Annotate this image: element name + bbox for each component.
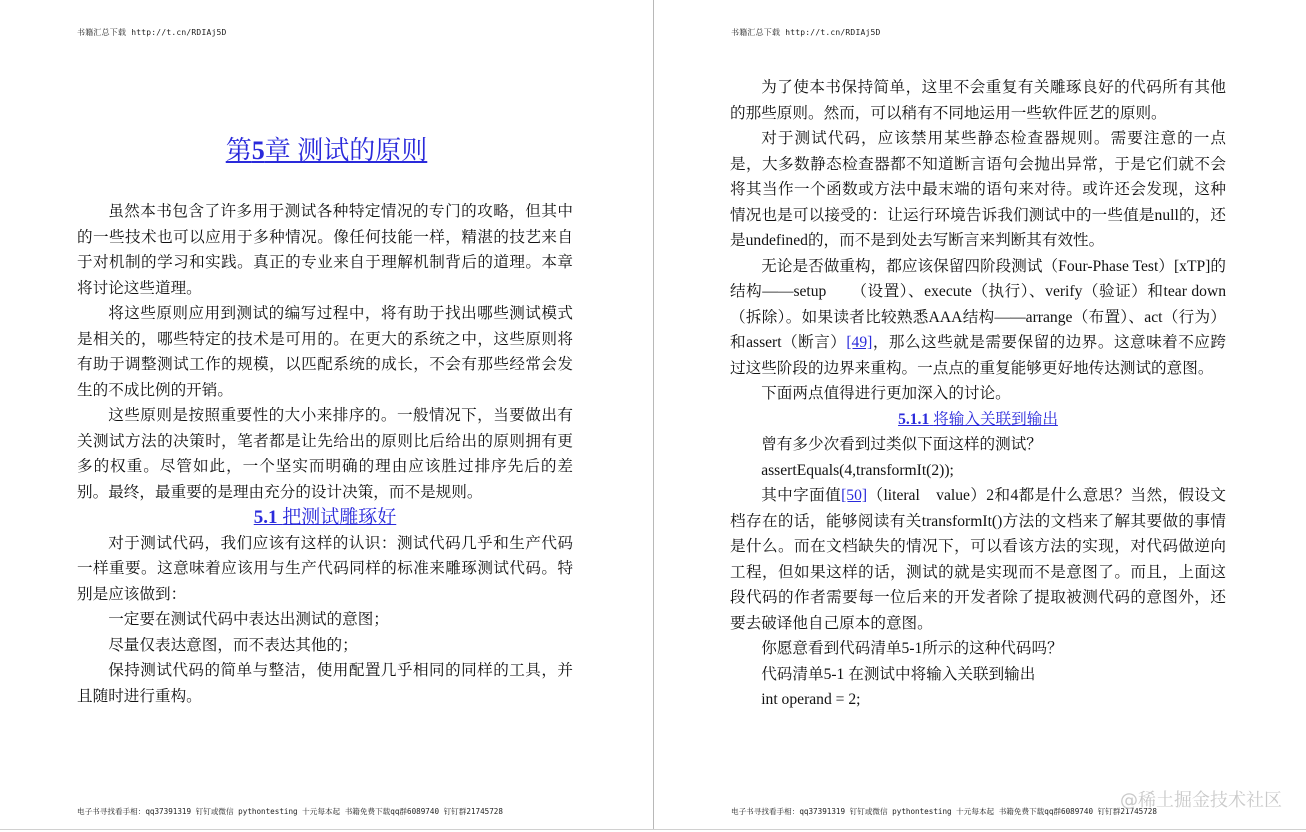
- code-line: int operand = 2;: [761, 691, 861, 708]
- list-item: 尽量仅表达意图，而不表达其他的；: [108, 636, 358, 654]
- subsection-number: 5.1.1: [898, 410, 930, 428]
- literal-text: 其中字面值: [761, 487, 842, 504]
- listing-caption: 代码清单5-1 在测试中将输入关联到输出: [761, 665, 1036, 683]
- section-number: 5.1: [253, 507, 278, 528]
- paragraph: 这些原则是按照重要性的大小来排序的。一般情况下，当要做出有关测试方法的决策时，笔者都是让先给出的原则比后给出的原则拥有更多的权重。尽管如此，一个坚实而明确的理由应该胜过排序先后的差别。最终，最重要的是理由充分的设计决策，而不是规则。: [77, 407, 573, 501]
- right-page: [655, 0, 1306, 832]
- page-footer: 电子书寻找看手相：qq37391319 钉钉或微信 pythontesting 十元每本起 书籍免费下载qq群6089740 钉钉群21745728: [731, 807, 1157, 816]
- page-footer: 电子书寻找看手相：qq37391319 钉钉或微信 pythontesting 十元每本起 书籍免费下载qq群6089740 钉钉群21745728: [77, 807, 503, 816]
- chapter-title[interactable]: [0, 130, 653, 167]
- literal-text-cont: （literal value）2和4都是什么意思？当然，假设文档存在的话，能够阅读有关transformIt()方法的文档来了解其要做的事情是什么。而在文档缺失的情况下，可以看该方法的实现，对代码做逆向工程，但如果这样的话，测试的就是实现而不是意图了。而且，上面这段代码的作者需要每一位后来的开发者除了提取被测代码的意图外，还要去破译他自己原本的意图。: [730, 487, 1226, 632]
- paragraph: [730, 254, 1226, 382]
- list-item: 保持测试代码的简单与整洁，使用配置几乎相同的同样的工具，并且随时进行重构。: [77, 662, 573, 705]
- paragraph: 为了使本书保持简单，这里不会重复有关雕琢良好的代码所有其他的那些原则。然而，可以稍有不同地运用一些软件匠艺的原则。: [730, 79, 1226, 122]
- paragraph: 曾有多少次看到过类似下面这样的测试？: [761, 436, 1042, 453]
- subsection-title[interactable]: [730, 407, 1226, 433]
- right-body: [730, 75, 1226, 713]
- four-phase-text: 无论是否做重构，都应该保留四阶段测试（Four-Phase Test）[xTP]的结构——setup （设置）、execute（执行）、verify（验证）和tear down（拆除）。如果读者比较熟悉AAA结构——arrange（布置）、act（行为）和assert（断言）: [730, 257, 1226, 351]
- paragraph: 对于测试代码，应该禁用某些静态检查器规则。需要注意的一点是，大多数静态检查器都不知道断言语句会抛出异常，于是它们就不会将其当作一个函数或方法中最末端的语句来对待。或许还会发现，这种情况也是可以接受的：让运行环境告诉我们测试中的一些值是null的，还是undefined的，而不是到处去写断言来判断其有效性。: [730, 130, 1226, 249]
- watermark: @稀土掘金技术社区: [1120, 790, 1282, 811]
- paragraph: 对于测试代码，我们应该有这样的认识：测试代码几乎和生产代码一样重要。这意味着应该用与生产代码同样的标准来雕琢测试代码。特别是应该做到：: [77, 534, 573, 603]
- paragraph: [730, 483, 1226, 636]
- page-header: 书籍汇总下载 http://t.cn/RDIAj5D: [731, 28, 881, 37]
- page-divider: [653, 0, 654, 830]
- paragraph: 将这些原则应用到测试的编写过程中，将有助于找出哪些测试模式是相关的，哪些特定的技术是可用的。在更大的系统之中，这些原则将有助于调整测试工作的规模，以匹配系统的成长，不会有那些经常会发生的不成比例的开销。: [77, 305, 573, 399]
- chapter-title-prefix: 第: [225, 136, 252, 165]
- code-line: assertEquals(4,transformIt(2));: [761, 461, 954, 479]
- list-item: 一定要在测试代码中表达出测试的意图；: [108, 611, 389, 628]
- paragraph: 虽然本书包含了许多用于测试各种特定情况的专门的攻略，但其中的一些技术也可以应用于多种情况。像任何技能一样，精湛的技艺来自于对机制的学习和实践。真正的专业来自于理解机制背后的道理。本章将讨论这些道理。: [77, 203, 573, 297]
- bottom-border: [0, 829, 1306, 830]
- four-phase-text-cont: ，那么这些就是需要保留的边界。这意味着不应跨过这些阶段的边界来重构。一点点的重复能够更好地传达测试的意图。: [730, 334, 1226, 377]
- chapter-number: 5: [251, 136, 265, 165]
- reference-link-49[interactable]: [49]: [846, 334, 873, 351]
- paragraph: 下面两点值得进行更加深入的讨论。: [761, 385, 1011, 402]
- chapter-title-suffix: 章 测试的原则: [264, 136, 428, 165]
- paragraph: 你愿意看到代码清单5-1所示的这种代码吗？: [761, 640, 1063, 657]
- reference-link-50[interactable]: [50]: [841, 487, 868, 504]
- section-title[interactable]: [77, 505, 573, 531]
- page-header: 书籍汇总下载 http://t.cn/RDIAj5D: [77, 28, 227, 37]
- chapter-intro: [77, 199, 573, 709]
- subsection-title-text: 将输入关联到输出: [933, 410, 1058, 428]
- section-title-text: 把测试雕琢好: [282, 507, 397, 528]
